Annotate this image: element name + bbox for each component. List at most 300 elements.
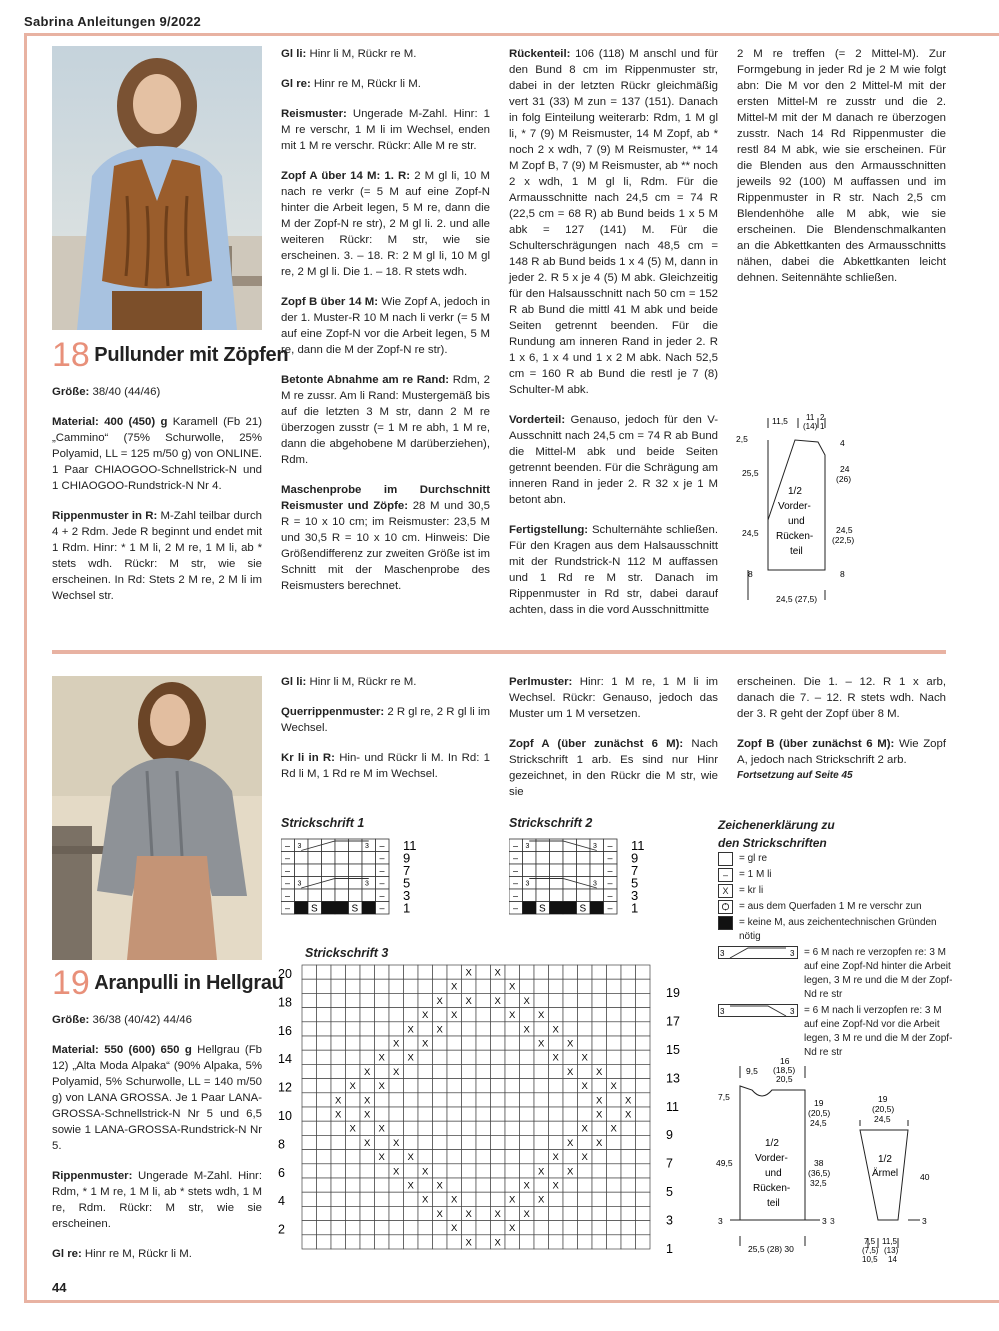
pattern-number: 19 (52, 964, 90, 1002)
chart-cell (536, 864, 550, 877)
cross-purl-mark: X (610, 1081, 617, 1093)
chart-cell (331, 1050, 346, 1064)
chart-cell (505, 993, 520, 1007)
chart-cell (375, 1036, 390, 1050)
row-label: 17 (666, 1014, 680, 1029)
chart-cell (317, 1221, 332, 1235)
chart-cell (389, 1022, 404, 1036)
chart-cell (636, 1008, 651, 1022)
chart-cell (592, 979, 607, 993)
chart-cell (418, 1079, 433, 1093)
paragraph: Querrippenmuster: 2 R gl re, 2 R gl li im Wechsel. (281, 706, 490, 734)
chart-cell (360, 1150, 375, 1164)
chart-cell (592, 1036, 607, 1050)
chart-2 (509, 836, 659, 926)
chart-cell (621, 1121, 636, 1135)
chart-cell (534, 1107, 549, 1121)
s18-l-245: 24,5 (742, 528, 759, 538)
chart-cell (520, 1036, 535, 1050)
chart-cell (389, 1050, 404, 1064)
chart-cell (549, 993, 564, 1007)
svg-text:3: 3 (365, 843, 369, 850)
cross-purl-mark: X (436, 995, 443, 1007)
chart-cell (592, 1164, 607, 1178)
chart-cell (505, 1022, 520, 1036)
chart-cell (418, 1107, 433, 1121)
chart-cell (295, 889, 309, 902)
chart-cell (346, 1093, 361, 1107)
chart-cell (621, 993, 636, 1007)
chart-cell (636, 1178, 651, 1192)
chart-cell (607, 1150, 622, 1164)
cross-purl-mark: X (407, 1024, 414, 1036)
chart-cell (607, 1221, 622, 1235)
chart-cell (447, 1206, 462, 1220)
chart-cell (578, 1008, 593, 1022)
chart-cell (346, 993, 361, 1007)
chart-cell (549, 965, 564, 979)
p19-schematic-sleeve (850, 1090, 945, 1270)
cross-purl-mark: X (625, 1095, 632, 1107)
s18-label-4: Rücken- (776, 531, 814, 542)
chart-cell (433, 1008, 448, 1022)
chart-cell (520, 965, 535, 979)
chart-cell (404, 1093, 419, 1107)
chart-cell (346, 1178, 361, 1192)
chart-cell (360, 1022, 375, 1036)
chart-cell (418, 1178, 433, 1192)
chart-cell (346, 1036, 361, 1050)
chart-cell (418, 1022, 433, 1036)
no-stitch-cell (590, 902, 604, 915)
no-stitch-cell (295, 902, 309, 915)
chart-cell (476, 1150, 491, 1164)
row-label: 1 (666, 1241, 673, 1256)
chart-cell (389, 1107, 404, 1121)
purl-mark: – (285, 890, 291, 901)
chart-cell (592, 1192, 607, 1206)
chart-cell (302, 1164, 317, 1178)
chart-cell (621, 979, 636, 993)
chart-cell (302, 1022, 317, 1036)
cross-purl-mark: X (422, 1166, 429, 1178)
chart-cell (331, 1135, 346, 1149)
cross-purl-mark: X (552, 1052, 559, 1064)
chart-cell (505, 965, 520, 979)
chart-cell (636, 1150, 651, 1164)
chart-cell (636, 1107, 651, 1121)
chart-cell (462, 1050, 477, 1064)
chart-cell (404, 1206, 419, 1220)
chart-cell (375, 1178, 390, 1192)
pattern-number: 18 (52, 336, 90, 374)
s19-r-245: 24,5 (810, 1118, 827, 1128)
cross-purl-icon: X (718, 884, 733, 898)
p19-column-4 (737, 674, 946, 782)
cross-purl-mark: X (393, 1137, 400, 1149)
chart-cell (317, 1079, 332, 1093)
cross-purl-mark: X (393, 1038, 400, 1050)
chart-cell (317, 1164, 332, 1178)
bottom-rule (24, 1300, 999, 1303)
cable-right-icon (718, 946, 798, 960)
chart-cell (317, 993, 332, 1007)
paragraph: Gl re: Hinr re M, Rückr li M. (52, 1248, 192, 1260)
chart-cell (418, 1206, 433, 1220)
cross-purl-mark: X (552, 1152, 559, 1164)
cross-purl-mark: X (436, 1024, 443, 1036)
paragraph: erscheinen. Die 1. – 12. R 1 x arb, danach die 7. – 12. R stets wdh. Nach der 3. R geht der Zopf über 8 M. (737, 676, 946, 720)
row-label: 3 (666, 1213, 673, 1228)
chart-cell (389, 979, 404, 993)
chart-cell (331, 1178, 346, 1192)
chart-cell (520, 1050, 535, 1064)
chart-cell (360, 1178, 375, 1192)
chart-cell (476, 1135, 491, 1149)
chart-cell (578, 1206, 593, 1220)
row-label: 2 (278, 1222, 285, 1237)
chart-cell (346, 979, 361, 993)
chart-cell (360, 1221, 375, 1235)
chart-cell (447, 1235, 462, 1249)
chart-cell (563, 1150, 578, 1164)
chart-cell (462, 1164, 477, 1178)
chart-cell (418, 1121, 433, 1135)
chart-cell (636, 1093, 651, 1107)
increase-mark: S (579, 903, 587, 915)
chart-cell (534, 1178, 549, 1192)
chart-cell (491, 1107, 506, 1121)
paragraph: Gl re: Hinr re M, Rückr li M. (281, 78, 421, 90)
chart-cell (404, 1079, 419, 1093)
chart-cell (607, 1178, 622, 1192)
s19-bottom: 25,5 (28) 30 (748, 1244, 794, 1254)
chart-cell (607, 1135, 622, 1149)
chart-cell (418, 1135, 433, 1149)
cross-purl-mark: X (465, 1208, 472, 1220)
chart-cell (389, 1221, 404, 1235)
chart-cell (433, 1079, 448, 1093)
sl-top3: 24,5 (874, 1114, 891, 1124)
s18-r-8: 8 (840, 569, 845, 579)
chart-cell (534, 1135, 549, 1149)
legend-item: = gl re (718, 852, 958, 866)
s18-label-3: und (788, 516, 805, 527)
chart-cell (491, 1178, 506, 1192)
chart-cell (362, 889, 376, 902)
chart-cell (375, 1235, 390, 1249)
photo-pullunder (52, 46, 262, 330)
chart-cell (523, 864, 537, 877)
chart-cell (375, 1221, 390, 1235)
chart-cell (302, 1178, 317, 1192)
purl-mark: – (513, 890, 519, 901)
chart-cell (607, 1022, 622, 1036)
cross-purl-mark: X (465, 1237, 472, 1249)
cross-purl-mark: X (407, 1180, 414, 1192)
chart-cell (404, 1064, 419, 1078)
cross-purl-mark: X (378, 1052, 385, 1064)
chart-cell (607, 979, 622, 993)
chart-cell (549, 1221, 564, 1235)
chart-cell (346, 1135, 361, 1149)
chart-cell (346, 1050, 361, 1064)
chart-cell (491, 1121, 506, 1135)
chart-cell (491, 1008, 506, 1022)
chart-cell (346, 1164, 361, 1178)
cable-left-icon (718, 1004, 798, 1018)
purl-mark: – (379, 878, 385, 888)
chart-cell (563, 1121, 578, 1135)
chart-cell (302, 1079, 317, 1093)
purl-mark: – (285, 853, 291, 863)
chart-cell (520, 1064, 535, 1078)
left-rule (24, 33, 27, 1303)
chart-cell (578, 1164, 593, 1178)
chart-cell (346, 1022, 361, 1036)
s19-l-75: 7,5 (718, 1092, 730, 1102)
chart-cell (577, 864, 591, 877)
purl-mark: – (607, 840, 613, 851)
cross-purl-mark: X (436, 1208, 443, 1220)
paragraph: Zopf B über 14 M: Wie Zopf A, jedoch in der 1. Muster-R 10 M nach li verkr (= 5 M auf eine Zopf-N vor die Arbeit legen, 5 M re, dann die M der Zopf-N re str). (281, 296, 491, 356)
chart-cell (563, 1008, 578, 1022)
chart-cell (433, 1093, 448, 1107)
row-label: 11 (403, 838, 417, 853)
increase-mark: S (351, 903, 359, 915)
purl-mark: – (607, 865, 613, 876)
chart-cell (592, 1022, 607, 1036)
chart-cell (534, 1079, 549, 1093)
chart-cell (346, 1192, 361, 1206)
row-label: 4 (278, 1194, 285, 1209)
chart-cell (621, 1178, 636, 1192)
chart-cell (607, 1235, 622, 1249)
chart-cell (607, 1192, 622, 1206)
chart-cell (317, 1022, 332, 1036)
chart-cell (317, 1093, 332, 1107)
chart-cell (534, 1150, 549, 1164)
chart-cell (549, 1192, 564, 1206)
chart-cell (476, 1121, 491, 1135)
cross-purl-mark: X (451, 981, 458, 993)
chart-cell (621, 1221, 636, 1235)
chart-cell (462, 979, 477, 993)
chart-cell (418, 1235, 433, 1249)
row-label: 1 (631, 900, 639, 916)
chart-cell (592, 1150, 607, 1164)
purl-mark: – (379, 903, 385, 913)
cross-purl-mark: X (625, 1109, 632, 1121)
chart-cell (476, 1008, 491, 1022)
chart-cell (375, 1107, 390, 1121)
purl-mark: – (607, 903, 613, 913)
chart-cell (476, 1107, 491, 1121)
cross-purl-mark: X (596, 1109, 603, 1121)
chart-cell (563, 1192, 578, 1206)
chart-cell (447, 1079, 462, 1093)
chart-cell (331, 1008, 346, 1022)
chart-1-title: Strickschrift 1 (281, 816, 365, 830)
p18-column-3 (509, 46, 718, 632)
s18-top-b: 11 (806, 413, 815, 422)
sleeve-left-3: 3 (830, 1216, 835, 1226)
chart-cell (331, 1064, 346, 1078)
chart-cell (563, 965, 578, 979)
chart-cell (621, 1036, 636, 1050)
chart-cell (462, 1064, 477, 1078)
paragraph: Material: 400 (450) g Karamell (Fb 21) „Cammino“ (75% Schurwolle, 25% Polyamid, LL = 125 m/50 g) von ONLINE. 1 Paar CHIAOGOO-Schnellstrick-N und 1 CHIAOGOO-Rundstrick-N Nr 4. (52, 416, 262, 492)
pattern-title: Pullunder mit Zöpfen (94, 344, 289, 366)
chart-3 (276, 960, 696, 1260)
chart-cell (308, 889, 322, 902)
sl-b4: 11,5 (882, 1237, 897, 1246)
sl-r-3: 3 (922, 1216, 927, 1226)
purl-mark: – (513, 840, 519, 851)
chart-cell (534, 993, 549, 1007)
chart-cell (621, 1164, 636, 1178)
cross-purl-mark: X (523, 1024, 530, 1036)
cross-purl-mark: X (349, 1081, 356, 1093)
chart-cell (317, 1192, 332, 1206)
paragraph: Gl li: Hinr li M, Rückr re M. (281, 48, 417, 60)
cross-purl-mark: X (581, 1081, 588, 1093)
chart-cell (578, 965, 593, 979)
cross-purl-mark: X (451, 1223, 458, 1235)
chart-cell (563, 1206, 578, 1220)
chart-cell (505, 1036, 520, 1050)
chart-cell (607, 993, 622, 1007)
chart-cell (592, 993, 607, 1007)
no-stitch-cell (550, 902, 564, 915)
row-label: 8 (278, 1137, 285, 1152)
pattern-19-title (52, 964, 284, 1003)
chart-cell (636, 1206, 651, 1220)
chart-cell (563, 1093, 578, 1107)
cross-purl-mark: X (523, 1208, 530, 1220)
chart-cell (302, 993, 317, 1007)
chart-cell (491, 1221, 506, 1235)
sl-b3: 10,5 (862, 1255, 878, 1264)
cross-purl-mark: X (494, 967, 501, 979)
chart-cell (447, 965, 462, 979)
chart-cell (520, 1093, 535, 1107)
chart-cell (621, 1064, 636, 1078)
chart-cell (447, 1150, 462, 1164)
cross-purl-mark: X (567, 1166, 574, 1178)
chart-cell (505, 1079, 520, 1093)
chart-cell (636, 1135, 651, 1149)
chart-cell (404, 1235, 419, 1249)
chart-cell (418, 1221, 433, 1235)
cross-purl-mark: X (552, 1024, 559, 1036)
chart-cell (534, 1235, 549, 1249)
chart-cell (520, 1079, 535, 1093)
chart-cell (360, 1192, 375, 1206)
s19-r-325: 32,5 (810, 1178, 827, 1188)
purl-mark: – (513, 865, 519, 876)
sl-r-40: 40 (920, 1172, 930, 1182)
chart-cell (295, 864, 309, 877)
chart-cell (433, 1107, 448, 1121)
chart-cell (636, 965, 651, 979)
cross-purl-mark: X (581, 1152, 588, 1164)
chart-cell (607, 1107, 622, 1121)
cross-purl-mark: X (378, 1152, 385, 1164)
chart-cell (360, 1235, 375, 1249)
purl-mark: – (607, 890, 613, 901)
chart-cell (349, 864, 363, 877)
cross-purl-mark: X (436, 1180, 443, 1192)
section-divider (52, 650, 946, 654)
purl-mark: – (607, 878, 613, 888)
magazine-header: Sabrina Anleitungen 9/2022 (24, 14, 202, 29)
row-label: 14 (278, 1052, 292, 1067)
chart-cell (404, 993, 419, 1007)
chart-cell (302, 1050, 317, 1064)
s19-label-5: teil (767, 1198, 780, 1209)
cross-purl-mark: X (581, 1052, 588, 1064)
chart-cell (523, 852, 537, 865)
s19-r-205: (20,5) (808, 1108, 831, 1118)
s18-label-2: Vorder- (778, 501, 811, 512)
legend-title: Zeichenerklärung zu den Strickschriften (718, 818, 835, 850)
chart-cell (476, 1036, 491, 1050)
chart-cell (346, 1064, 361, 1078)
purl-mark: – (285, 878, 291, 888)
chart-cell (534, 1064, 549, 1078)
chart-cell (578, 1064, 593, 1078)
cross-purl-mark: X (393, 1166, 400, 1178)
cross-purl-mark: X (494, 1237, 501, 1249)
cross-purl-mark: X (364, 1109, 371, 1121)
chart-cell (578, 1022, 593, 1036)
s19-l-495: 49,5 (716, 1158, 733, 1168)
p18-column-4 (737, 46, 946, 300)
chart-cell (550, 889, 564, 902)
purl-mark: – (379, 853, 385, 863)
row-label: 9 (403, 850, 411, 866)
chart-cell (476, 965, 491, 979)
chart-cell (578, 993, 593, 1007)
chart-cell (322, 877, 336, 890)
chart-cell (317, 1008, 332, 1022)
chart-cell (302, 1221, 317, 1235)
cross-purl-mark: X (596, 1066, 603, 1078)
chart-cell (331, 1164, 346, 1178)
cross-purl-mark: X (581, 1123, 588, 1135)
increase-mark: S (539, 903, 546, 915)
chart-cell (462, 1079, 477, 1093)
row-label: 19 (666, 986, 680, 1001)
chart-cell (476, 1178, 491, 1192)
chart-3-title: Strickschrift 3 (305, 946, 389, 960)
chart-cell (360, 1206, 375, 1220)
chart-cell (549, 1206, 564, 1220)
s19-label-3: und (765, 1168, 782, 1179)
s18-top-b2: (14) (803, 422, 818, 431)
chart-cell (491, 1192, 506, 1206)
p18-column-2 (281, 46, 490, 608)
cross-purl-mark: X (378, 1123, 385, 1135)
row-label: 5 (403, 875, 411, 891)
row-label: 15 (666, 1043, 680, 1057)
chart-cell (335, 889, 349, 902)
chart-cell (534, 1022, 549, 1036)
row-label: 6 (278, 1165, 285, 1180)
svg-text:3: 3 (365, 880, 369, 888)
p19-column-1 (52, 1012, 262, 1276)
